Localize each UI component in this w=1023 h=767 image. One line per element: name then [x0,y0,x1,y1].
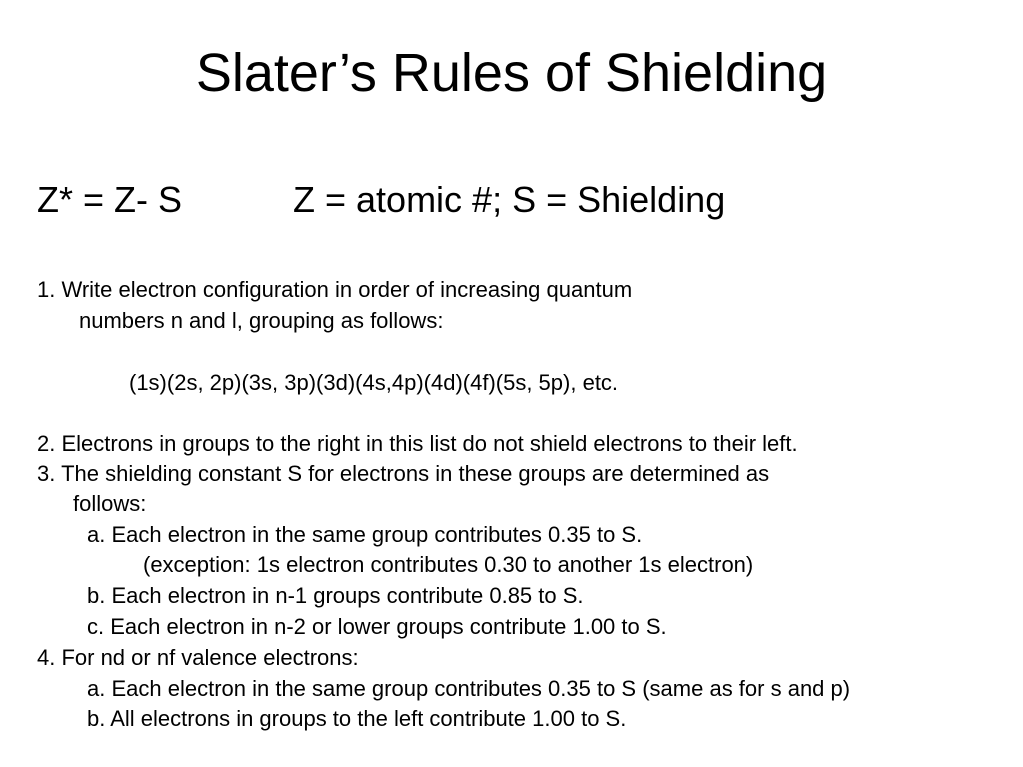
rule-1-line-2: numbers n and l, grouping as follows: [79,308,444,333]
rule-4b: b. All electrons in groups to the left contribute 1.00 to S. [87,706,627,731]
rule-3a: a. Each electron in the same group contributes 0.35 to S. [87,522,643,547]
rule-3a-exception: (exception: 1s electron contributes 0.30 to another 1s electron) [143,552,754,577]
rule-3c: c. Each electron in n-2 or lower groups contribute 1.00 to S. [87,614,667,639]
slide-title: Slater’s Rules of Shielding [195,43,828,103]
formula-equation: Z* = Z- S [37,179,183,220]
rule-3-line-2: follows: [73,491,147,516]
rule-3b: b. Each electron in n-1 groups contribute 0.85 to S. [87,583,584,608]
grouping-order: (1s)(2s, 2p)(3s, 3p)(3d)(4s,4p)(4d)(4f)(5s, 5p), etc. [129,370,619,395]
rule-1-line-1: 1. Write electron configuration in order of increasing quantum [37,277,633,302]
rule-3-line-1: 3. The shielding constant S for electrons in these groups are determined as [37,461,770,486]
rule-2: 2. Electrons in groups to the right in this list do not shield electrons to their left. [37,431,798,456]
rule-4: 4. For nd or nf valence electrons: [37,645,359,670]
formula-definitions: Z = atomic #; S = Shielding [293,179,726,220]
rule-4a: a. Each electron in the same group contributes 0.35 to S (same as for s and p) [87,676,851,701]
